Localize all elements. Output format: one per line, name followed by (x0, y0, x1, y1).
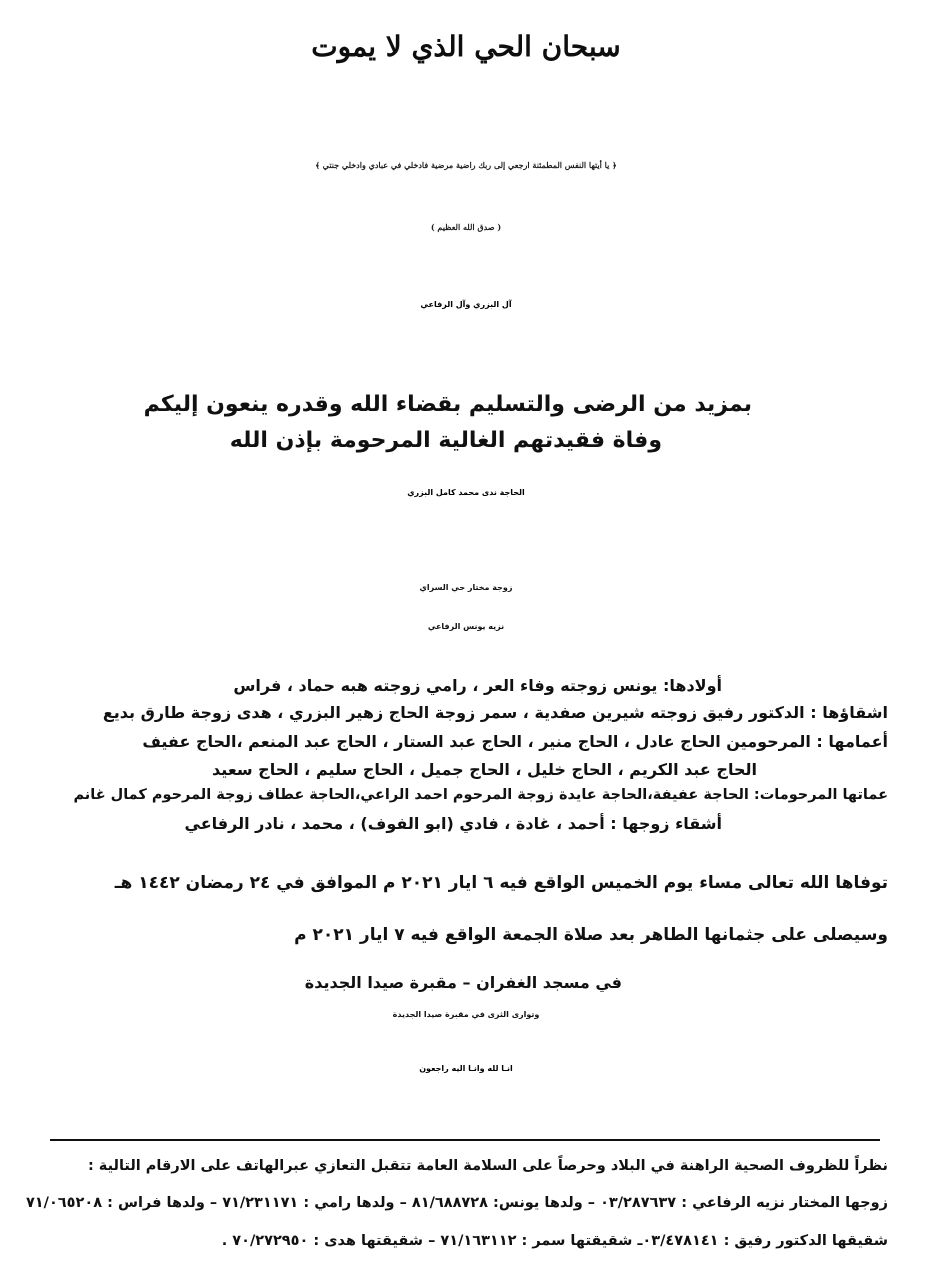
relatives-children: أولادها: يونس زوجته وفاء العر ، رامي زوجته هبه حماد ، فراس (233, 676, 722, 695)
intro-line-2: وفاة فقيدتهم الغالية المرحومة بإذن الله (229, 428, 662, 453)
spouse-line-2: نزيه يونس الرفاعي (427, 622, 505, 631)
relatives-aunts: عماتها المرحومات: الحاجة عفيفة،الحاجة عايدة زوجة المرحوم احمد الراعي،الحاجة عطاف زوجة المرحوم كمال غانم (73, 787, 888, 803)
relatives-siblings: اشقاؤها : الدكتور رفيق زوجته شيرين صفدية ، سمر زوجة الحاج زهير البزري ، هدى زوجة طارق بديع (102, 703, 888, 722)
condolence-notice: نظراً للظروف الصحية الراهنة في البلاد وحرصاً على السلامة العامة تتقبل التعازي عبرالهاتف على الارقام التالية : (87, 1158, 888, 1174)
quran-verse: ﴿ يا أيتها النفس المطمئنة ارجعي إلى ربك راضية مرضية فادخلي في عبادي وادخلي جنتي ﴾ (315, 160, 617, 170)
relatives-uncles-cont: الحاج عبد الكريم ، الحاج خليل ، الحاج جميل ، الحاج سليم ، الحاج سعيد (212, 760, 757, 779)
intro-line-1: بمزيد من الرضى والتسليم بقضاء الله وقدره ينعون إليكم (143, 392, 752, 417)
relatives-in-laws: أشقاء زوجها : أحمد ، غادة ، فادي (ابو الفوف) ، محمد ، نادر الرفاعي (184, 814, 722, 833)
mosque-location: في مسجد الغفران – مقبرة صيدا الجديدة (304, 973, 622, 992)
divider (50, 1139, 880, 1141)
prayer-date: وسيصلى على جثمانها الطاهر بعد صلاة الجمعة الواقع فيه ٧ ايار ٢٠٢١ م (294, 925, 888, 945)
page-title: سبحان الحي الذي لا يموت (311, 30, 621, 63)
relatives-uncles: أعمامها : المرحومين الحاج عادل ، الحاج منير ، الحاج عبد الستار ، الحاج عبد المنعم ،الحاج عفيف (142, 732, 888, 751)
contact-numbers-2: شقيقها الدكتور رفيق : ٠٣/٤٧٨١٤١ـ شقيقتها سمر : ٧١/١٦٣١١٢ – شقيقتها هدى : ٧٠/٢٧٢٩٥٠ . (221, 1233, 888, 1249)
death-date: توفاها الله تعالى مساء يوم الخميس الواقع فيه ٦ ايار ٢٠٢١ م الموافق في ٢٤ رمضان ١٤٤٢ هـ (114, 873, 888, 893)
family-names: آل البزري وآل الرفاعي (420, 300, 512, 309)
contact-numbers-1: زوجها المختار نزيه الرفاعي : ٠٣/٢٨٧٦٣٧ – ولدها يونس: ٨١/٦٨٨٧٢٨ – ولدها رامي : ٧١/٢٣١١٧١ – ولدها فراس : ٧١/٠٦٥٢٠٨ (25, 1195, 888, 1211)
inna-lillah: انـا لله وانـا اليه راجعون (419, 1064, 513, 1073)
spouse-line-1: زوجة مختار حي السراي (419, 583, 513, 592)
verse-source: ( صدق الله العظيم ) (430, 222, 502, 232)
deceased-name: الحاجة ندى محمد كامل البزري (407, 488, 525, 497)
burial-text: وتوارى الثرى في مقبرة صيدا الجديدة (392, 1010, 540, 1019)
